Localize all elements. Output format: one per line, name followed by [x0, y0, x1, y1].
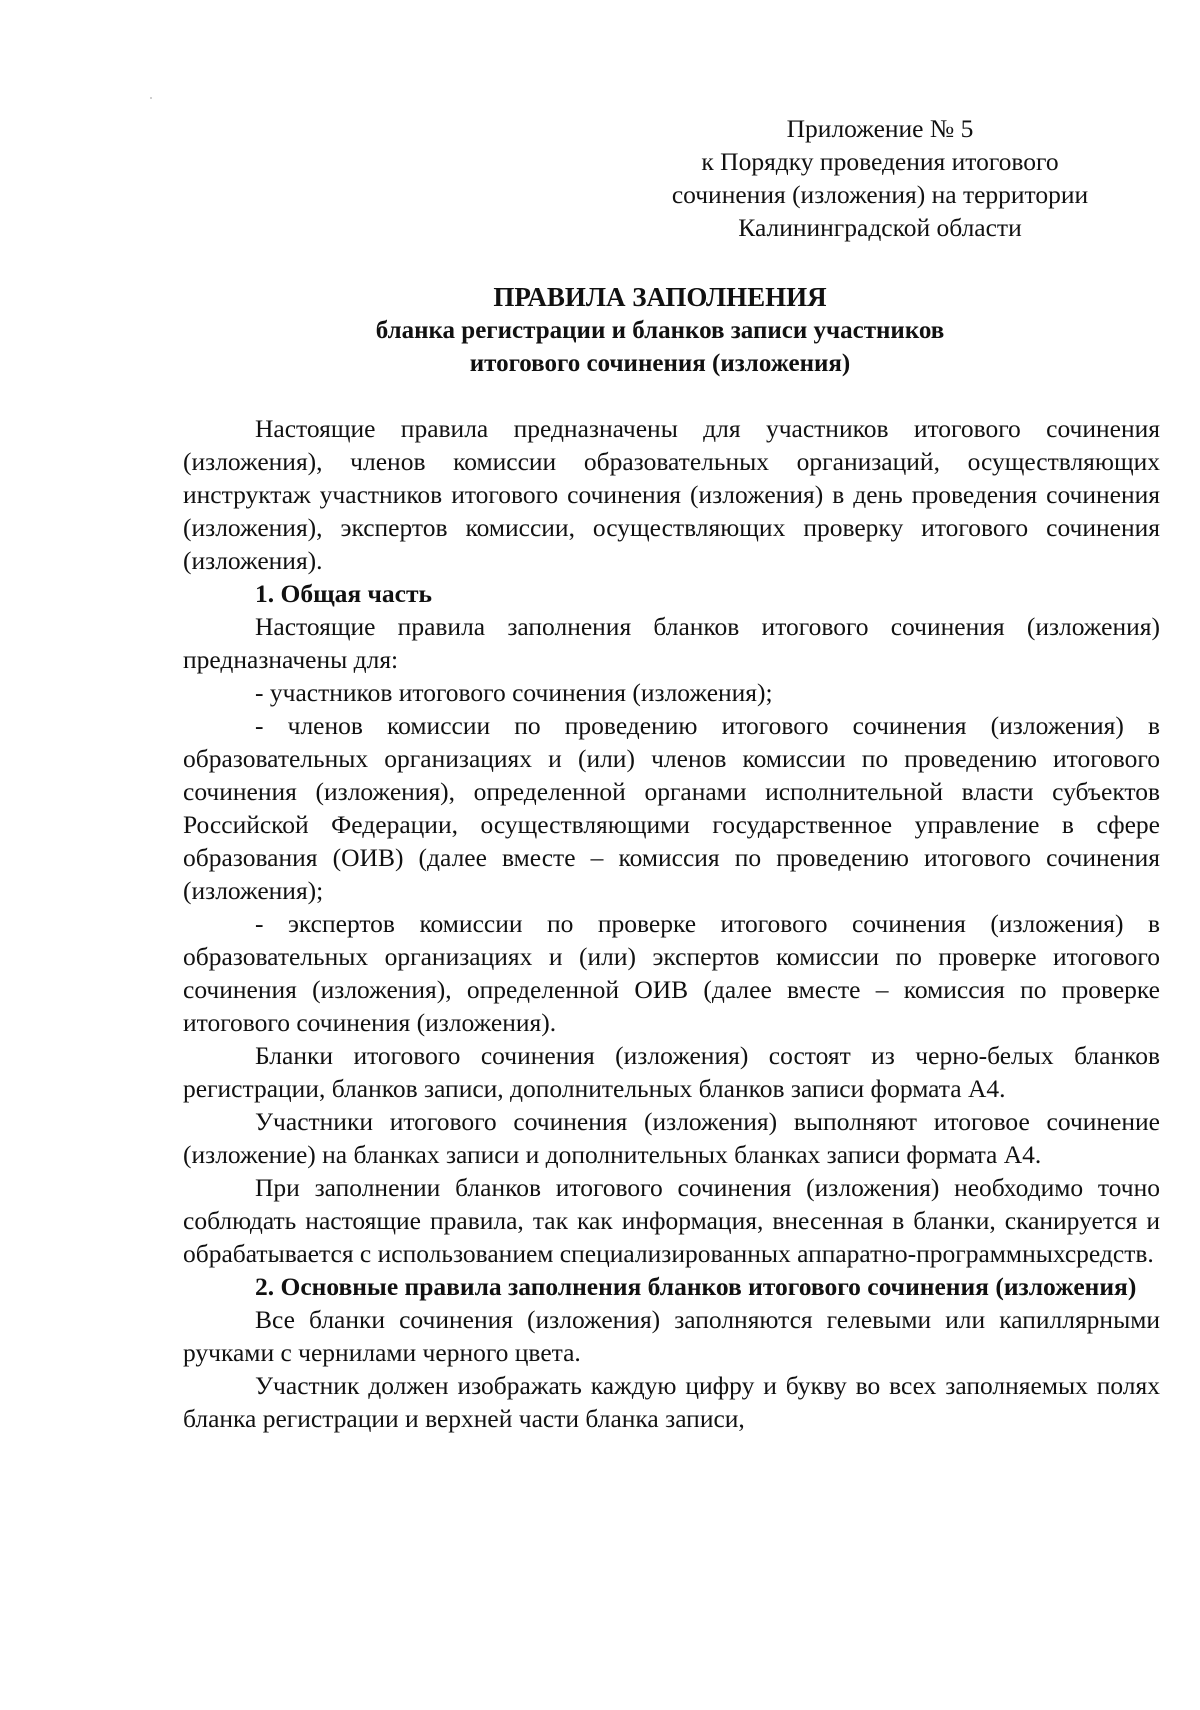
title-subtitle: итогового сочинения (изложения) [469, 350, 851, 377]
appendix-number: Приложение № 5 [786, 114, 974, 143]
title-main: ПРАВИЛА ЗАПОЛНЕНИЯ [493, 282, 827, 312]
appendix-header [640, 112, 1120, 244]
section-1-lead: Настоящие правила заполнения бланков итогового сочинения (изложения) предназначены для: [183, 612, 1160, 674]
appendix-reference: к Порядку проведения итогового [701, 147, 1059, 176]
intro-paragraph: Настоящие правила предназначены для участников итогового сочинения (изложения), членов комиссии образовательных организаций, осуществляющих инструктаж участников итогового сочинения (изложения) в день проведения сочинения (изложения), экспертов комиссии, осуществляющих проверку итогового сочинения (изложения). [183, 414, 1160, 575]
appendix-reference: сочинения (изложения) на территории [671, 180, 1089, 209]
appendix-region: Калининградской области [738, 213, 1022, 242]
list-item: - членов комиссии по проведению итогового сочинения (изложения) в образовательных организациях и (или) членов комиссии по проведению итогового сочинения (изложения), определенной органами исполнительной власти субъектов Российской Федерации, осуществляющими государственное управление в сфере образования (ОИВ) (далее вместе – комиссия по проведению итогового сочинения (изложения); [183, 711, 1160, 905]
list-item: - участников итогового сочинения (изложения); [255, 678, 773, 707]
section-2-heading: 2. Основные правила заполнения бланков итогового сочинения (изложения) [255, 1272, 1137, 1301]
scan-dot [150, 97, 152, 99]
document-body [183, 412, 1160, 1435]
paragraph-digits: Участник должен изображать каждую цифру и букву во всех заполняемых полях бланка регистрации и верхней части бланка записи, [183, 1371, 1160, 1433]
section-1-heading: 1. Общая часть [255, 579, 432, 608]
document-title [160, 280, 1160, 380]
list-item: - экспертов комиссии по проверке итогового сочинения (изложения) в образовательных организациях и (или) экспертов комиссии по проверке итогового сочинения (изложения), определенной ОИВ (далее вместе – комиссия по проверке итогового сочинения (изложения). [183, 909, 1160, 1037]
paragraph-filling: При заполнении бланков итогового сочинения (изложения) необходимо точно соблюдать настоящие правила, так как информация, внесенная в бланки, сканируется и обрабатывается с использованием специализированных аппаратно-программныхсредств. [183, 1173, 1160, 1268]
paragraph-pens: Все бланки сочинения (изложения) заполняются гелевыми или капиллярными ручками с чернилами черного цвета. [183, 1305, 1160, 1367]
paragraph-blanks: Бланки итогового сочинения (изложения) состоят из черно-белых бланков регистрации, бланков записи, дополнительных бланков записи формата А4. [183, 1041, 1160, 1103]
title-subtitle: бланка регистрации и бланков записи участников [375, 317, 945, 344]
paragraph-participants: Участники итогового сочинения (изложения) выполняют итоговое сочинение (изложение) на бланках записи и дополнительных бланках записи формата А4. [183, 1107, 1160, 1169]
